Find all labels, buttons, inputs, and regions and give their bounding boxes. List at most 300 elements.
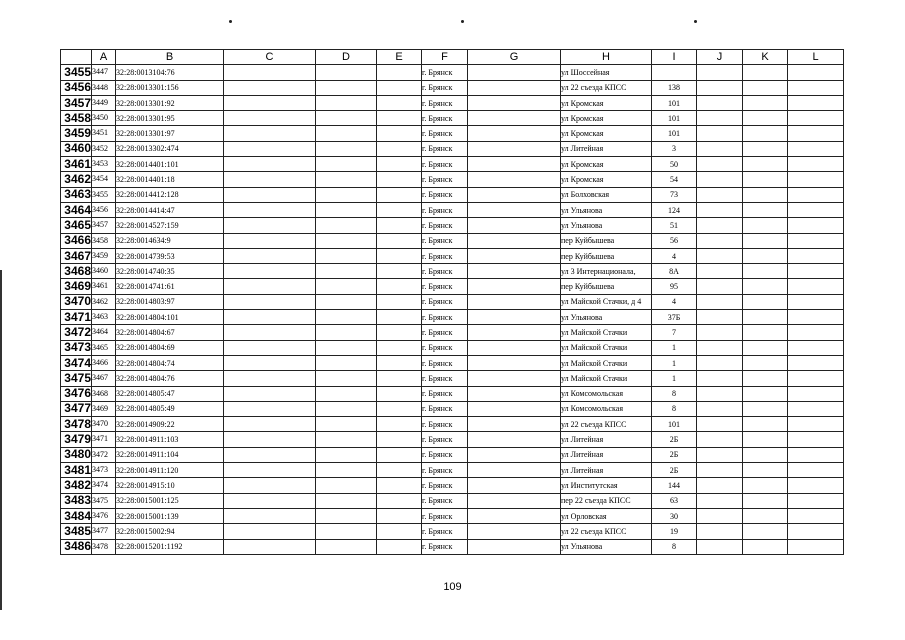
cell-b[interactable]: 32:28:0014909:22 [116, 417, 224, 432]
cell-e[interactable] [377, 294, 422, 309]
cell-i[interactable]: 2Б [652, 432, 697, 447]
cell-i[interactable]: 8 [652, 386, 697, 401]
cell-d[interactable] [316, 202, 377, 217]
cell-k[interactable] [743, 508, 788, 523]
cell-g[interactable] [468, 279, 561, 294]
cell-b[interactable]: 32:28:0015001:139 [116, 508, 224, 523]
cell-h[interactable]: ул Майской Стачки [561, 325, 652, 340]
cell-a[interactable]: 3478 [92, 539, 116, 554]
cell-b[interactable]: 32:28:0014740:35 [116, 264, 224, 279]
cell-j[interactable] [697, 264, 743, 279]
cell-j[interactable] [697, 233, 743, 248]
row-number[interactable]: 3478 [61, 417, 92, 432]
cell-l[interactable] [788, 111, 844, 126]
cell-i[interactable]: 4 [652, 248, 697, 263]
cell-b[interactable]: 32:28:0014803:97 [116, 294, 224, 309]
cell-k[interactable] [743, 233, 788, 248]
cell-b[interactable]: 32:28:0014804:69 [116, 340, 224, 355]
cell-e[interactable] [377, 340, 422, 355]
cell-a[interactable]: 3477 [92, 524, 116, 539]
cell-b[interactable]: 32:28:0014911:120 [116, 463, 224, 478]
cell-a[interactable]: 3460 [92, 264, 116, 279]
cell-i[interactable]: 101 [652, 111, 697, 126]
cell-a[interactable]: 3456 [92, 202, 116, 217]
cell-j[interactable] [697, 111, 743, 126]
cell-i[interactable]: 95 [652, 279, 697, 294]
cell-i[interactable]: 4 [652, 294, 697, 309]
cell-g[interactable] [468, 478, 561, 493]
cell-j[interactable] [697, 202, 743, 217]
cell-a[interactable]: 3447 [92, 65, 116, 80]
cell-a[interactable]: 3457 [92, 218, 116, 233]
cell-i[interactable]: 19 [652, 524, 697, 539]
cell-k[interactable] [743, 111, 788, 126]
cell-k[interactable] [743, 95, 788, 110]
cell-e[interactable] [377, 233, 422, 248]
cell-c[interactable] [224, 80, 316, 95]
cell-h[interactable]: ул Литейная [561, 432, 652, 447]
cell-d[interactable] [316, 310, 377, 325]
cell-a[interactable]: 3454 [92, 172, 116, 187]
cell-a[interactable]: 3467 [92, 371, 116, 386]
cell-c[interactable] [224, 417, 316, 432]
cell-j[interactable] [697, 401, 743, 416]
column-header-l[interactable]: L [788, 50, 844, 65]
cell-i[interactable]: 54 [652, 172, 697, 187]
cell-d[interactable] [316, 233, 377, 248]
cell-j[interactable] [697, 294, 743, 309]
column-header-h[interactable]: H [561, 50, 652, 65]
cell-b[interactable]: 32:28:0013301:97 [116, 126, 224, 141]
cell-g[interactable] [468, 432, 561, 447]
cell-g[interactable] [468, 539, 561, 554]
cell-a[interactable]: 3448 [92, 80, 116, 95]
cell-l[interactable] [788, 80, 844, 95]
cell-c[interactable] [224, 187, 316, 202]
cell-f[interactable]: г. Брянск [422, 157, 468, 172]
cell-e[interactable] [377, 524, 422, 539]
cell-f[interactable]: г. Брянск [422, 539, 468, 554]
cell-d[interactable] [316, 264, 377, 279]
cell-i[interactable]: 101 [652, 95, 697, 110]
cell-e[interactable] [377, 493, 422, 508]
cell-f[interactable]: г. Брянск [422, 355, 468, 370]
cell-l[interactable] [788, 141, 844, 156]
cell-g[interactable] [468, 202, 561, 217]
cell-h[interactable]: ул Шоссейная [561, 65, 652, 80]
cell-j[interactable] [697, 187, 743, 202]
cell-b[interactable]: 32:28:0014911:104 [116, 447, 224, 462]
cell-f[interactable]: г. Брянск [422, 325, 468, 340]
cell-a[interactable]: 3459 [92, 248, 116, 263]
row-number[interactable]: 3474 [61, 355, 92, 370]
cell-a[interactable]: 3466 [92, 355, 116, 370]
cell-a[interactable]: 3452 [92, 141, 116, 156]
cell-g[interactable] [468, 340, 561, 355]
cell-l[interactable] [788, 279, 844, 294]
cell-k[interactable] [743, 463, 788, 478]
cell-k[interactable] [743, 478, 788, 493]
cell-a[interactable]: 3469 [92, 401, 116, 416]
column-header-a[interactable]: A [92, 50, 116, 65]
cell-h[interactable]: ул Кромская [561, 172, 652, 187]
cell-c[interactable] [224, 355, 316, 370]
cell-g[interactable] [468, 493, 561, 508]
cell-a[interactable]: 3474 [92, 478, 116, 493]
cell-b[interactable]: 32:28:0014804:101 [116, 310, 224, 325]
cell-e[interactable] [377, 325, 422, 340]
cell-k[interactable] [743, 432, 788, 447]
cell-l[interactable] [788, 340, 844, 355]
cell-d[interactable] [316, 493, 377, 508]
cell-a[interactable]: 3475 [92, 493, 116, 508]
row-number[interactable]: 3464 [61, 202, 92, 217]
cell-f[interactable]: г. Брянск [422, 279, 468, 294]
cell-h[interactable]: ул 22 съезда КПСС [561, 524, 652, 539]
cell-d[interactable] [316, 417, 377, 432]
cell-l[interactable] [788, 478, 844, 493]
cell-f[interactable]: г. Брянск [422, 202, 468, 217]
cell-j[interactable] [697, 65, 743, 80]
cell-l[interactable] [788, 539, 844, 554]
cell-h[interactable]: пер Куйбышева [561, 248, 652, 263]
cell-b[interactable]: 32:28:0013301:95 [116, 111, 224, 126]
cell-k[interactable] [743, 539, 788, 554]
cell-a[interactable]: 3461 [92, 279, 116, 294]
cell-c[interactable] [224, 493, 316, 508]
cell-l[interactable] [788, 157, 844, 172]
cell-b[interactable]: 32:28:0013104:76 [116, 65, 224, 80]
cell-f[interactable]: г. Брянск [422, 126, 468, 141]
cell-e[interactable] [377, 218, 422, 233]
cell-c[interactable] [224, 248, 316, 263]
row-number[interactable]: 3462 [61, 172, 92, 187]
cell-h[interactable]: пер 22 съезда КПСС [561, 493, 652, 508]
cell-c[interactable] [224, 141, 316, 156]
cell-l[interactable] [788, 248, 844, 263]
cell-f[interactable]: г. Брянск [422, 233, 468, 248]
cell-g[interactable] [468, 294, 561, 309]
cell-g[interactable] [468, 111, 561, 126]
cell-l[interactable] [788, 401, 844, 416]
cell-l[interactable] [788, 463, 844, 478]
cell-f[interactable]: г. Брянск [422, 463, 468, 478]
cell-b[interactable]: 32:28:0014412:128 [116, 187, 224, 202]
cell-e[interactable] [377, 248, 422, 263]
cell-h[interactable]: ул Ульянова [561, 539, 652, 554]
cell-k[interactable] [743, 340, 788, 355]
cell-f[interactable]: г. Брянск [422, 371, 468, 386]
cell-l[interactable] [788, 95, 844, 110]
cell-e[interactable] [377, 172, 422, 187]
cell-g[interactable] [468, 508, 561, 523]
cell-k[interactable] [743, 157, 788, 172]
cell-i[interactable]: 73 [652, 187, 697, 202]
cell-i[interactable]: 1 [652, 355, 697, 370]
cell-i[interactable] [652, 65, 697, 80]
cell-a[interactable]: 3471 [92, 432, 116, 447]
cell-e[interactable] [377, 80, 422, 95]
column-header-f[interactable]: F [422, 50, 468, 65]
cell-c[interactable] [224, 157, 316, 172]
cell-d[interactable] [316, 386, 377, 401]
cell-d[interactable] [316, 294, 377, 309]
cell-e[interactable] [377, 202, 422, 217]
cell-a[interactable]: 3453 [92, 157, 116, 172]
cell-j[interactable] [697, 463, 743, 478]
cell-d[interactable] [316, 65, 377, 80]
cell-c[interactable] [224, 463, 316, 478]
row-number[interactable]: 3455 [61, 65, 92, 80]
column-header-i[interactable]: I [652, 50, 697, 65]
cell-d[interactable] [316, 187, 377, 202]
cell-c[interactable] [224, 172, 316, 187]
cell-b[interactable]: 32:28:0015001:125 [116, 493, 224, 508]
cell-c[interactable] [224, 432, 316, 447]
cell-g[interactable] [468, 524, 561, 539]
row-number[interactable]: 3473 [61, 340, 92, 355]
cell-f[interactable]: г. Брянск [422, 294, 468, 309]
row-number[interactable]: 3479 [61, 432, 92, 447]
cell-i[interactable]: 37Б [652, 310, 697, 325]
cell-b[interactable]: 32:28:0015201:1192 [116, 539, 224, 554]
cell-h[interactable]: ул 22 съезда КПСС [561, 417, 652, 432]
cell-k[interactable] [743, 493, 788, 508]
cell-b[interactable]: 32:28:0014804:74 [116, 355, 224, 370]
cell-c[interactable] [224, 478, 316, 493]
cell-g[interactable] [468, 80, 561, 95]
row-number[interactable]: 3486 [61, 539, 92, 554]
row-number[interactable]: 3468 [61, 264, 92, 279]
column-header-j[interactable]: J [697, 50, 743, 65]
cell-a[interactable]: 3449 [92, 95, 116, 110]
cell-g[interactable] [468, 447, 561, 462]
cell-l[interactable] [788, 432, 844, 447]
row-number[interactable]: 3480 [61, 447, 92, 462]
cell-b[interactable]: 32:28:0013301:92 [116, 95, 224, 110]
cell-b[interactable]: 32:28:0014804:76 [116, 371, 224, 386]
row-number[interactable]: 3471 [61, 310, 92, 325]
cell-g[interactable] [468, 126, 561, 141]
cell-c[interactable] [224, 539, 316, 554]
row-number[interactable]: 3477 [61, 401, 92, 416]
cell-i[interactable]: 7 [652, 325, 697, 340]
cell-d[interactable] [316, 524, 377, 539]
cell-k[interactable] [743, 264, 788, 279]
cell-i[interactable]: 63 [652, 493, 697, 508]
cell-d[interactable] [316, 539, 377, 554]
cell-f[interactable]: г. Брянск [422, 524, 468, 539]
cell-i[interactable]: 1 [652, 340, 697, 355]
cell-f[interactable]: г. Брянск [422, 80, 468, 95]
cell-i[interactable]: 8 [652, 539, 697, 554]
cell-f[interactable]: г. Брянск [422, 447, 468, 462]
cell-g[interactable] [468, 172, 561, 187]
cell-f[interactable]: г. Брянск [422, 248, 468, 263]
cell-k[interactable] [743, 218, 788, 233]
cell-i[interactable]: 50 [652, 157, 697, 172]
cell-f[interactable]: г. Брянск [422, 508, 468, 523]
row-number[interactable]: 3470 [61, 294, 92, 309]
row-number[interactable]: 3460 [61, 141, 92, 156]
column-header-g[interactable]: G [468, 50, 561, 65]
row-number[interactable]: 3466 [61, 233, 92, 248]
cell-g[interactable] [468, 386, 561, 401]
cell-j[interactable] [697, 325, 743, 340]
cell-d[interactable] [316, 95, 377, 110]
cell-l[interactable] [788, 294, 844, 309]
cell-h[interactable]: ул Литейная [561, 463, 652, 478]
cell-k[interactable] [743, 248, 788, 263]
cell-h[interactable]: ул Кромская [561, 126, 652, 141]
cell-l[interactable] [788, 508, 844, 523]
cell-j[interactable] [697, 432, 743, 447]
cell-h[interactable]: ул Ульянова [561, 202, 652, 217]
row-number[interactable]: 3482 [61, 478, 92, 493]
cell-f[interactable]: г. Брянск [422, 340, 468, 355]
cell-g[interactable] [468, 264, 561, 279]
cell-f[interactable]: г. Брянск [422, 432, 468, 447]
cell-g[interactable] [468, 310, 561, 325]
cell-i[interactable]: 3 [652, 141, 697, 156]
cell-l[interactable] [788, 524, 844, 539]
cell-k[interactable] [743, 310, 788, 325]
cell-d[interactable] [316, 371, 377, 386]
cell-l[interactable] [788, 371, 844, 386]
cell-e[interactable] [377, 310, 422, 325]
cell-d[interactable] [316, 80, 377, 95]
cell-b[interactable]: 32:28:0014401:18 [116, 172, 224, 187]
cell-c[interactable] [224, 95, 316, 110]
row-number[interactable]: 3457 [61, 95, 92, 110]
cell-j[interactable] [697, 248, 743, 263]
cell-b[interactable]: 32:28:0014741:61 [116, 279, 224, 294]
cell-a[interactable]: 3451 [92, 126, 116, 141]
cell-g[interactable] [468, 248, 561, 263]
cell-e[interactable] [377, 463, 422, 478]
cell-c[interactable] [224, 325, 316, 340]
cell-a[interactable]: 3470 [92, 417, 116, 432]
cell-l[interactable] [788, 355, 844, 370]
cell-k[interactable] [743, 386, 788, 401]
cell-i[interactable]: 1 [652, 371, 697, 386]
cell-j[interactable] [697, 493, 743, 508]
cell-h[interactable]: ул Майской Стачки [561, 371, 652, 386]
cell-k[interactable] [743, 172, 788, 187]
cell-b[interactable]: 32:28:0014527:159 [116, 218, 224, 233]
cell-l[interactable] [788, 202, 844, 217]
cell-a[interactable]: 3463 [92, 310, 116, 325]
cell-h[interactable]: ул Майской Стачки, д 4 [561, 294, 652, 309]
cell-a[interactable]: 3462 [92, 294, 116, 309]
cell-e[interactable] [377, 417, 422, 432]
cell-e[interactable] [377, 279, 422, 294]
cell-d[interactable] [316, 111, 377, 126]
cell-i[interactable]: 2Б [652, 447, 697, 462]
cell-g[interactable] [468, 325, 561, 340]
cell-e[interactable] [377, 264, 422, 279]
cell-l[interactable] [788, 187, 844, 202]
cell-j[interactable] [697, 478, 743, 493]
cell-l[interactable] [788, 65, 844, 80]
cell-h[interactable]: ул 3 Интернационала, [561, 264, 652, 279]
cell-h[interactable]: ул Орловская [561, 508, 652, 523]
cell-d[interactable] [316, 463, 377, 478]
cell-a[interactable]: 3450 [92, 111, 116, 126]
cell-j[interactable] [697, 417, 743, 432]
cell-g[interactable] [468, 95, 561, 110]
cell-e[interactable] [377, 478, 422, 493]
cell-k[interactable] [743, 401, 788, 416]
cell-d[interactable] [316, 141, 377, 156]
cell-e[interactable] [377, 355, 422, 370]
cell-l[interactable] [788, 417, 844, 432]
cell-k[interactable] [743, 371, 788, 386]
cell-j[interactable] [697, 141, 743, 156]
cell-l[interactable] [788, 233, 844, 248]
cell-g[interactable] [468, 233, 561, 248]
cell-i[interactable]: 51 [652, 218, 697, 233]
cell-b[interactable]: 32:28:0014915:10 [116, 478, 224, 493]
cell-d[interactable] [316, 478, 377, 493]
cell-j[interactable] [697, 508, 743, 523]
row-number[interactable]: 3476 [61, 386, 92, 401]
cell-l[interactable] [788, 126, 844, 141]
cell-k[interactable] [743, 126, 788, 141]
cell-d[interactable] [316, 279, 377, 294]
cell-g[interactable] [468, 187, 561, 202]
cell-b[interactable]: 32:28:0014911:103 [116, 432, 224, 447]
cell-d[interactable] [316, 508, 377, 523]
cell-a[interactable]: 3476 [92, 508, 116, 523]
cell-j[interactable] [697, 126, 743, 141]
cell-f[interactable]: г. Брянск [422, 111, 468, 126]
cell-j[interactable] [697, 80, 743, 95]
row-number[interactable]: 3463 [61, 187, 92, 202]
cell-e[interactable] [377, 95, 422, 110]
cell-j[interactable] [697, 539, 743, 554]
cell-e[interactable] [377, 65, 422, 80]
cell-b[interactable]: 32:28:0014804:67 [116, 325, 224, 340]
cell-g[interactable] [468, 417, 561, 432]
cell-l[interactable] [788, 310, 844, 325]
cell-d[interactable] [316, 157, 377, 172]
cell-k[interactable] [743, 141, 788, 156]
cell-f[interactable]: г. Брянск [422, 310, 468, 325]
cell-e[interactable] [377, 126, 422, 141]
cell-k[interactable] [743, 80, 788, 95]
cell-d[interactable] [316, 126, 377, 141]
cell-c[interactable] [224, 65, 316, 80]
cell-i[interactable]: 30 [652, 508, 697, 523]
cell-g[interactable] [468, 355, 561, 370]
cell-b[interactable]: 32:28:0015002:94 [116, 524, 224, 539]
column-header-e[interactable]: E [377, 50, 422, 65]
cell-g[interactable] [468, 371, 561, 386]
cell-k[interactable] [743, 65, 788, 80]
cell-i[interactable]: 8А [652, 264, 697, 279]
cell-d[interactable] [316, 340, 377, 355]
cell-h[interactable]: ул 22 съезда КПСС [561, 80, 652, 95]
cell-h[interactable]: ул Литейная [561, 447, 652, 462]
cell-c[interactable] [224, 508, 316, 523]
row-number[interactable]: 3461 [61, 157, 92, 172]
cell-j[interactable] [697, 157, 743, 172]
cell-a[interactable]: 3472 [92, 447, 116, 462]
row-number[interactable]: 3485 [61, 524, 92, 539]
row-number[interactable]: 3459 [61, 126, 92, 141]
cell-h[interactable]: ул Институтская [561, 478, 652, 493]
